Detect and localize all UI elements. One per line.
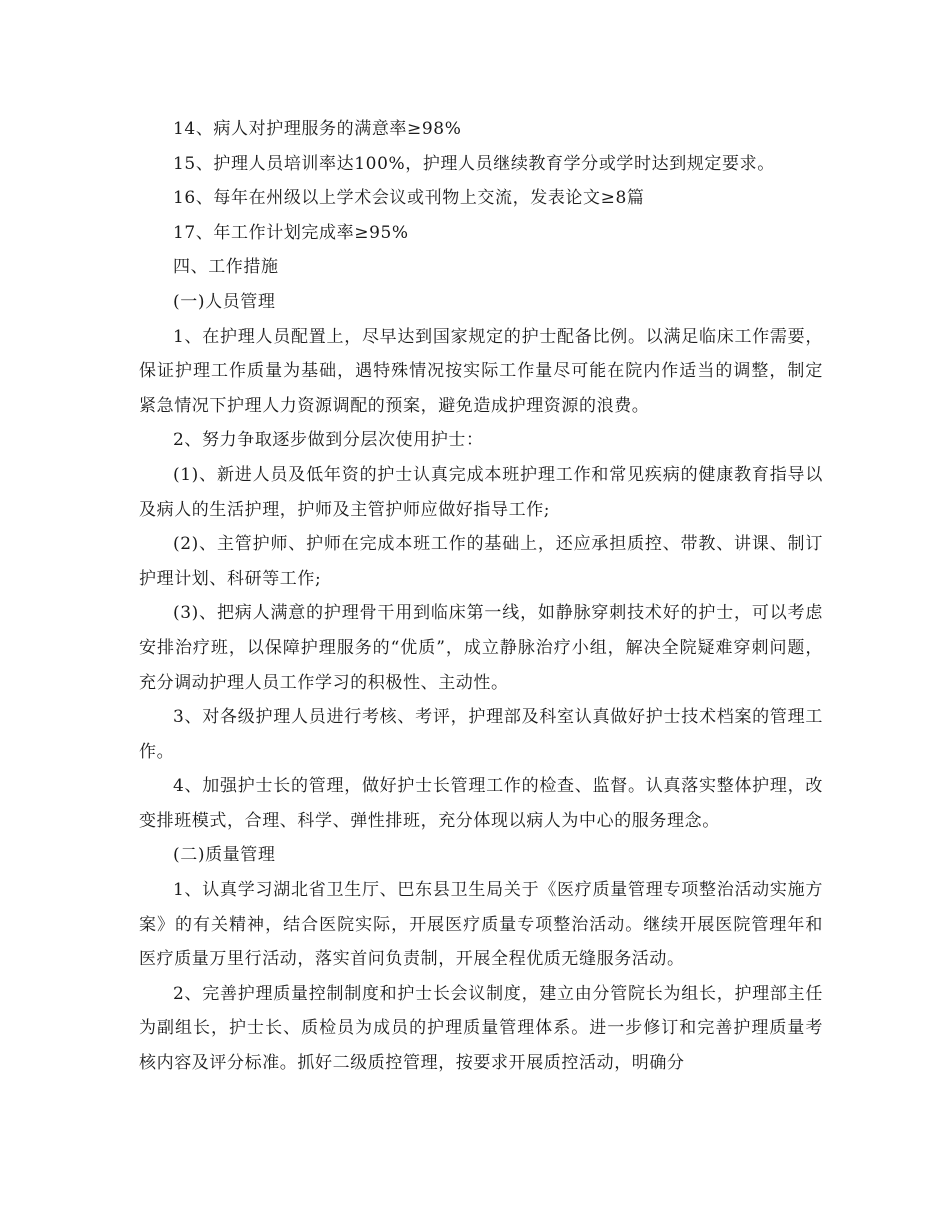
paragraph-staffing: 1、在护理人员配置上，尽早达到国家规定的护士配备比例。以满足临床工作需要，保证护理工作质量为基础，遇特殊情况按实际工作量尽可能在院内作适当的调整，制定紧急情况下护理人力资源调配的预案，避免造成护理资源的浪费。 xyxy=(139,326,823,416)
paragraph-target-training: 15、护理人员培训率达100%，护理人员继续教育学分或学时达到规定要求。 xyxy=(173,153,775,174)
paragraph-quality-study: 1、认真学习湖北省卫生厅、巴东县卫生局关于《医疗质量管理专项整治活动实施方案》的有关精神，结合医院实际，开展医疗质量专项整治活动。继续开展医院管理年和医疗质量万里行活动，落实首问负责制，开展全程优质无缝服务活动。 xyxy=(139,880,823,970)
paragraph-target-papers: 16、每年在州级以上学术会议或刊物上交流，发表论文≥8篇 xyxy=(173,188,645,209)
paragraph-tiered-use: 2、努力争取逐步做到分层次使用护士： xyxy=(173,430,484,451)
subsection-heading-personnel: (一)人员管理 xyxy=(173,291,276,312)
paragraph-tier-2: (2)、主管护师、护师在完成本班工作的基础上，还应承担质控、带教、讲课、制订护理计划、科研等工作; xyxy=(139,534,823,589)
paragraph-target-satisfaction: 14、病人对护理服务的满意率≥98% xyxy=(173,119,462,139)
paragraph-target-plan-completion: 17、年工作计划完成率≥95% xyxy=(173,222,409,243)
subsection-heading-quality: (二)质量管理 xyxy=(173,845,276,866)
document-page xyxy=(139,112,823,1081)
paragraph-assessment: 3、对各级护理人员进行考核、考评，护理部及科室认真做好护士技术档案的管理工作。 xyxy=(139,707,823,762)
paragraph-head-nurse: 4、加强护士长的管理，做好护士长管理工作的检查、监督。认真落实整体护理，改变排班模式，合理、科学、弹性排班，充分体现以病人为中心的服务理念。 xyxy=(139,776,823,831)
paragraph-quality-control: 2、完善护理质量控制制度和护士长会议制度，建立由分管院长为组长，护理部主任为副组长，护士长、质检员为成员的护理质量管理体系。进一步修订和完善护理质量考核内容及评分标准。抓好二级质控管理，按要求开展质控活动，明确分 xyxy=(139,983,823,1074)
section-heading-work-measures: 四、工作措施 xyxy=(173,257,279,278)
paragraph-tier-1: (1)、新进人员及低年资的护士认真完成本班护理工作和常见疾病的健康教育指导以及病人的生活护理，护师及主管护师应做好指导工作; xyxy=(139,464,823,520)
paragraph-tier-3: (3)、把病人满意的护理骨干用到临床第一线，如静脉穿刺技术好的护士，可以考虑安排治疗班，以保障护理服务的“优质”，成立静脉治疗小组，解决全院疑难穿刺问题，充分调动护理人员工作学习的积极性、主动性。 xyxy=(139,603,823,693)
